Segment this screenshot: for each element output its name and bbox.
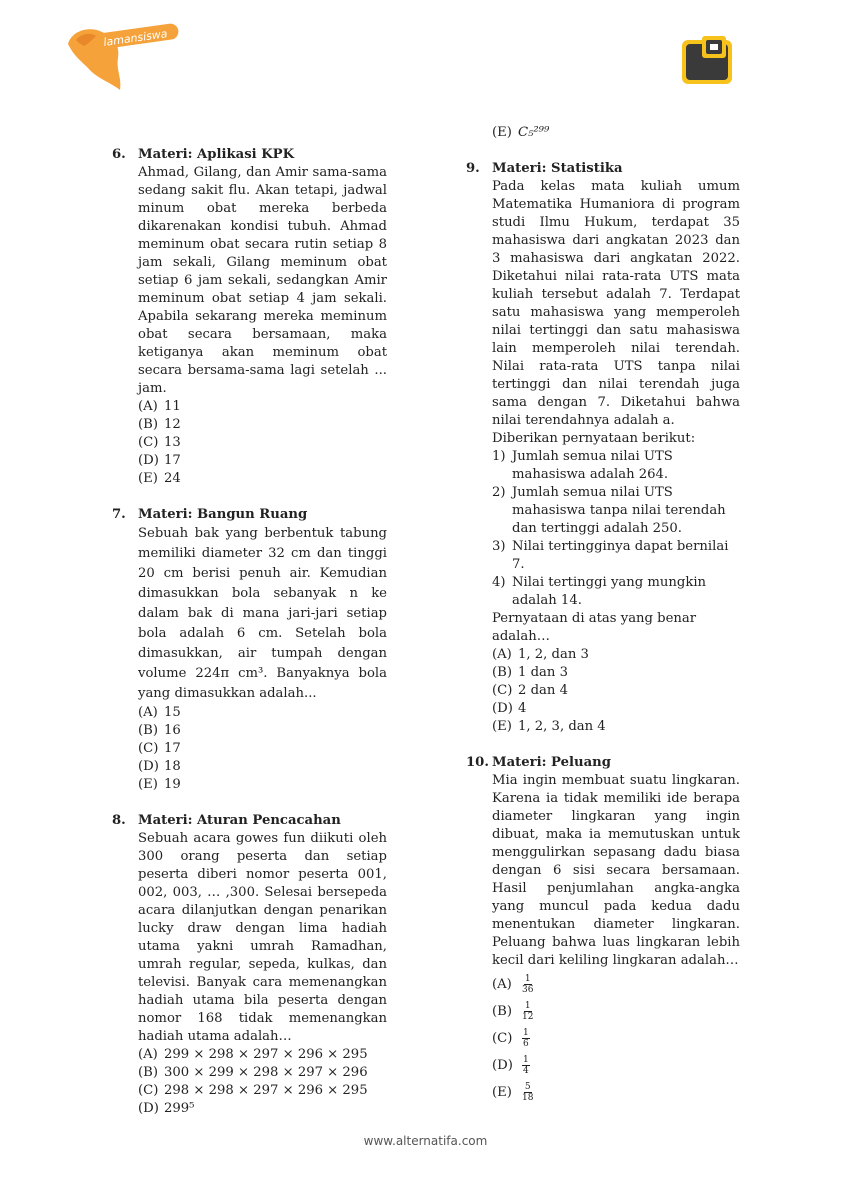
option: (D) $\frac{1}{4}$	[492, 1055, 529, 1076]
question-8	[112, 812, 387, 1118]
question-text: Sebuah bak yang berbentuk tabung memiliki diameter 32 cm dan tinggi 20 cm berisi penuh air. Kemudian dimasukkan bola sebanyak n ke dalam bak di mana jari-jari setiap bola adalah 6 cm. Setelah bola dimasukkan, air tumpah dengan volume 224π cm³. Banyaknya bola yang dimasukkan adalah...	[138, 526, 387, 701]
question-6	[112, 146, 387, 488]
option: (C) 13	[138, 435, 181, 450]
question-number: 8.	[112, 813, 126, 828]
brand-logo-mark	[62, 22, 182, 94]
options-list	[492, 646, 740, 736]
question-text: Pada kelas mata kuliah umum Matematika Humaniora di program studi Ilmu Hukum, terdapat 35 mahasiswa dari angkatan 2023 dan 3 mahasiswa dari angkatan 2022. Diketahui nilai rata-rata UTS mata kuliah tersebut adalah 7. Terdapat satu mahasiswa yang memperoleh nilai tertinggi dan satu mahasiswa lain memperoleh nilai terendah. Nilai rata-rata UTS tanpa nilai tertinggi dan nilai terendah juga sama dengan 7. Diketahui bahwa nilai terendahnya adalah a.	[492, 179, 740, 428]
question-text: Ahmad, Gilang, dan Amir sama-sama sedang sakit flu. Akan tetapi, jadwal minum obat mereka berbeda dikarenakan kondisi tubuh. Ahmad meminum obat secara rutin setiap 8 jam sekali, Gilang meminum obat setiap 6 jam sekali, sedangkan Amir meminum obat setiap 4 jam sekali. Apabila sekarang mereka meminum obat secara bersamaan, maka ketiganya akan meminum obat secara bersama-sama lagi setelah ... jam.	[138, 165, 387, 396]
question-number: 9.	[466, 161, 480, 176]
question-text: Sebuah acara gowes fun diikuti oleh 300 orang peserta dan setiap peserta diberi nomor peserta 001, 002, 003, … ,300. Selesai bersepeda acara dilanjutkan dengan penarikan lucky draw dengan lima hadiah utama yakni umrah Ramadhan, umrah regular, sepeda, kulkas, dan televisi. Banyak cara memenangkan hadiah utama bila peserta dengan nomor 168 tidak memenangkan hadiah utama adalah…	[138, 831, 387, 1044]
statements-list	[492, 448, 740, 610]
options-list	[138, 1046, 387, 1118]
option: (E) 24	[138, 471, 181, 486]
options-list	[138, 704, 387, 794]
fraction: $\frac{5}{18}$	[522, 1082, 534, 1103]
question-title: Materi: Aturan Pencacahan	[138, 813, 341, 828]
option: (D) 17	[138, 453, 181, 468]
option: (A) 299 × 298 × 297 × 296 × 295	[138, 1047, 368, 1062]
question-7	[112, 506, 387, 794]
statement: 4) Nilai tertinggi yang mungkin adalah 14.	[492, 575, 707, 608]
question-number: 7.	[112, 507, 126, 522]
option: (A) $\frac{1}{36}$	[492, 974, 534, 995]
question-title: Materi: Peluang	[492, 755, 611, 770]
question-number: 10.	[466, 755, 489, 770]
option: (D) 4	[492, 701, 527, 716]
corner-logo-icon	[682, 36, 734, 84]
options-list	[138, 398, 387, 488]
option-continued: (E) C₅²⁹⁹	[492, 125, 550, 140]
option: (B) 12	[138, 417, 181, 432]
brand-logo	[62, 22, 182, 98]
question-text: Mia ingin membuat suatu lingkaran. Karena ia tidak memiliki ide berapa diameter lingkaran yang ingin dibuat, maka ia memutuskan untuk menggulirkan sepasang dadu biasa dengan 6 sisi secara bersamaan. Hasil penjumlahan angka-angka yang muncul pada kedua dadu menentukan diameter lingkaran. Peluang bahwa luas lingkaran lebih kecil dari keliling lingkaran adalah…	[492, 773, 740, 968]
statement: 3) Nilai tertingginya dapat bernilai 7.	[492, 539, 729, 572]
fraction: $\frac{1}{6}$	[523, 1028, 529, 1049]
right-column	[466, 124, 740, 1121]
statement: 1) Jumlah semua nilai UTS mahasiswa adalah 264.	[492, 449, 673, 482]
option: (A) 11	[138, 399, 181, 414]
option: (C) 17	[138, 741, 181, 756]
question-10	[466, 754, 740, 1103]
option: (D) 299⁵	[138, 1101, 195, 1116]
option: (B) 300 × 299 × 298 × 297 × 296	[138, 1065, 368, 1080]
brand-logo-text: lamansiswa	[102, 27, 169, 49]
option: (E) $\frac{5}{18}$	[492, 1082, 534, 1103]
option: (E) 1, 2, 3, dan 4	[492, 719, 606, 734]
option: (C) $\frac{1}{6}$	[492, 1028, 529, 1049]
option: (E) 19	[138, 777, 181, 792]
fraction: $\frac{1}{12}$	[522, 1001, 534, 1022]
option: (A) 15	[138, 705, 181, 720]
footer-url: www.alternatifa.com	[363, 1134, 488, 1148]
option: (B) $\frac{1}{12}$	[492, 1001, 534, 1022]
option: (B) 1 dan 3	[492, 665, 568, 680]
statements-intro: Diberikan pernyataan berikut:	[492, 431, 696, 446]
statement: 2) Jumlah semua nilai UTS mahasiswa tanpa nilai terendah dan tertinggi adalah 250.	[492, 485, 726, 536]
options-list	[492, 974, 740, 1103]
question-ask: Pernyataan di atas yang benar adalah…	[492, 611, 697, 644]
question-title: Materi: Aplikasi KPK	[138, 147, 295, 162]
corner-logo	[682, 36, 734, 88]
option: (D) 18	[138, 759, 181, 774]
question-9	[466, 160, 740, 736]
fraction: $\frac{1}{4}$	[523, 1055, 529, 1076]
left-column	[112, 146, 387, 1136]
option: (C) 298 × 298 × 297 × 296 × 295	[138, 1083, 368, 1098]
option: (A) 1, 2, dan 3	[492, 647, 589, 662]
question-number: 6.	[112, 147, 126, 162]
option: (C) 2 dan 4	[492, 683, 568, 698]
question-title: Materi: Statistika	[492, 161, 623, 176]
question-title: Materi: Bangun Ruang	[138, 507, 308, 522]
fraction: $\frac{1}{36}$	[522, 974, 534, 995]
option: (B) 16	[138, 723, 181, 738]
